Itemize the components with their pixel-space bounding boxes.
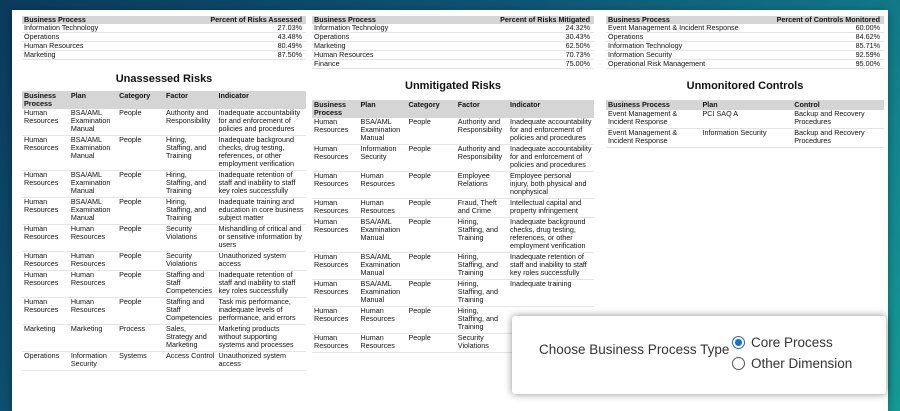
table-row: [22, 271, 306, 298]
table-row: [312, 33, 594, 42]
chooser-label: Choose Business Process Type: [539, 342, 730, 357]
table-cell: Operational Risk Management: [606, 60, 751, 69]
table-cell: People: [406, 199, 455, 218]
table-cell: People: [117, 225, 164, 252]
table-cell: Human Resources: [312, 118, 359, 145]
table-cell: Human Resources: [359, 307, 407, 334]
table-cell: People: [117, 136, 164, 171]
table-cell: Information Technology: [606, 42, 751, 51]
table-cell: Operations: [312, 33, 450, 42]
table-cell: People: [406, 307, 455, 334]
col-header-business-process: Business Process: [312, 16, 450, 24]
table-cell: Marketing: [22, 325, 69, 352]
table-cell: Human Resources: [22, 171, 69, 198]
table-cell: Human Resources: [69, 252, 117, 271]
unmonitored-controls-table: [606, 100, 884, 148]
table-cell: Hiring, Staffing, and Training: [164, 171, 217, 198]
table-cell: Inadequate training: [508, 280, 594, 307]
unmitigated-risks-title: Unmitigated Risks: [405, 80, 501, 92]
table-cell: 24.32%: [450, 24, 594, 33]
table-cell: 80.49%: [170, 42, 306, 51]
table-cell: Information Technology: [312, 24, 450, 33]
col-header-business-process: Business Process: [22, 16, 170, 24]
col-header-plan: Plan: [359, 100, 407, 118]
table-cell: Inadequate retention of staff and inability to staff key roles successfully: [217, 271, 306, 298]
table-cell: Human Resources: [22, 271, 69, 298]
table-cell: 87.50%: [170, 51, 306, 60]
table-cell: 85.71%: [751, 42, 884, 51]
col-header-business-process: Business Process: [22, 91, 69, 109]
table-cell: People: [117, 171, 164, 198]
table-cell: Human Resources: [69, 225, 117, 252]
table-row: [312, 118, 594, 145]
table-cell: Hiring, Staffing, and Training: [164, 136, 217, 171]
table-cell: 92.59%: [751, 51, 884, 60]
table-cell: Operations: [22, 33, 170, 42]
table-cell: BSA/AML Examination Manual: [359, 280, 407, 307]
controls-monitored-table: [606, 16, 884, 69]
table-cell: BSA/AML Examination Manual: [69, 198, 117, 225]
core-process-label[interactable]: Core Process: [751, 335, 833, 350]
risks-assessed-table: [22, 16, 306, 60]
table-cell: Sales, Strategy and Marketing: [164, 325, 217, 352]
table-row: [312, 145, 594, 172]
table-cell: People: [406, 118, 455, 145]
table-row: [606, 129, 884, 148]
table-row: [312, 218, 594, 253]
table-cell: Human Resources: [359, 334, 407, 353]
table-cell: BSA/AML Examination Manual: [359, 253, 407, 280]
col-header-indicator: Indicator: [217, 91, 306, 109]
table-row: [312, 172, 594, 199]
table-cell: Inadequate retention of staff and inability to staff key roles successfully: [217, 171, 306, 198]
table-cell: Human Resources: [22, 136, 69, 171]
table-cell: Fraud, Theft and Crime: [456, 199, 508, 218]
table-cell: Event Management & Incident Response: [606, 129, 701, 148]
table-cell: People: [117, 252, 164, 271]
col-header-percent-monitored: Percent of Controls Monitored: [751, 16, 884, 24]
core-process-option[interactable]: [732, 335, 833, 350]
table-cell: People: [117, 198, 164, 225]
table-row: [22, 298, 306, 325]
col-header-plan: Plan: [701, 100, 793, 110]
table-cell: Information Security: [359, 145, 407, 172]
table-cell: Intellectual capital and property infringement: [508, 199, 594, 218]
table-cell: Human Resources: [69, 298, 117, 325]
table-cell: Backup and Recovery Procedures: [792, 129, 884, 148]
table-row: [606, 60, 884, 69]
table-cell: Security Violations: [164, 252, 217, 271]
table-cell: Inadequate training and education in core business subject matter: [217, 198, 306, 225]
other-dimension-option[interactable]: [732, 356, 852, 371]
table-cell: People: [117, 298, 164, 325]
table-cell: Human Resources: [22, 252, 69, 271]
table-cell: People: [406, 172, 455, 199]
risks-mitigated-table: [312, 16, 594, 69]
table-cell: Human Resources: [22, 42, 170, 51]
table-row: [22, 252, 306, 271]
table-cell: Human Resources: [69, 271, 117, 298]
table-cell: Hiring, Staffing, and Training: [456, 280, 508, 307]
table-cell: Inadequate retention of staff and inability to staff key roles successfully: [508, 253, 594, 280]
col-header-business-process: Business Process: [606, 16, 751, 24]
table-cell: 60.00%: [751, 24, 884, 33]
unassessed-risks-table: [22, 91, 306, 371]
table-cell: Task mis performance, inadequate levels of performance, and errors: [217, 298, 306, 325]
table-row: [22, 225, 306, 252]
table-cell: Information Technology: [22, 24, 170, 33]
col-header-factor: Factor: [164, 91, 217, 109]
table-row: [22, 24, 306, 33]
table-cell: Unauthorized system access: [217, 252, 306, 271]
table-cell: Systems: [117, 352, 164, 371]
table-cell: Human Resources: [312, 145, 359, 172]
table-cell: Mishandling of critical and or sensitive information by users: [217, 225, 306, 252]
table-cell: Employee Relations: [456, 172, 508, 199]
table-cell: People: [406, 218, 455, 253]
table-row: [312, 253, 594, 280]
table-cell: Human Resources: [312, 172, 359, 199]
unmonitored-controls-title: Unmonitored Controls: [686, 80, 804, 92]
table-cell: Unauthorized system access: [217, 352, 306, 371]
table-cell: 75.00%: [450, 60, 594, 69]
core-process-radio[interactable]: [732, 336, 745, 349]
table-row: [22, 171, 306, 198]
table-cell: Security Violations: [164, 225, 217, 252]
col-header-business-process: Business Process: [606, 100, 701, 110]
table-cell: Access Control: [164, 352, 217, 371]
table-cell: BSA/AML Examination Manual: [359, 218, 407, 253]
col-header-business-process: Business Process: [312, 100, 359, 118]
table-cell: BSA/AML Examination Manual: [359, 118, 407, 145]
table-cell: Authority and Responsibility: [164, 109, 217, 136]
table-cell: Process: [117, 325, 164, 352]
col-header-category: Category: [406, 100, 455, 118]
table-cell: Employee personal injury, both physical and nonphysical: [508, 172, 594, 199]
col-header-plan: Plan: [69, 91, 117, 109]
table-cell: Backup and Recovery Procedures: [792, 110, 884, 129]
table-row: [22, 51, 306, 60]
table-cell: BSA/AML Examination Manual: [69, 171, 117, 198]
table-row: [22, 136, 306, 171]
table-row: [22, 325, 306, 352]
table-cell: Information Security: [69, 352, 117, 371]
business-process-type-chooser: [512, 316, 886, 394]
table-cell: Inadequate accountability for and enforcement of policies and procedures: [217, 109, 306, 136]
table-row: [312, 60, 594, 69]
assessed-column: [22, 16, 306, 371]
table-cell: 43.48%: [170, 33, 306, 42]
table-cell: People: [117, 109, 164, 136]
table-cell: Marketing: [69, 325, 117, 352]
table-cell: Marketing: [312, 42, 450, 51]
col-header-indicator: Indicator: [508, 100, 594, 118]
mitigated-column: [312, 16, 594, 353]
table-cell: Operations: [22, 352, 69, 371]
table-cell: Human Resources: [22, 109, 69, 136]
table-row: [22, 198, 306, 225]
table-cell: PCI SAQ A: [701, 110, 793, 129]
table-cell: Finance: [312, 60, 450, 69]
table-cell: Human Resources: [22, 198, 69, 225]
table-cell: Inadequate accountability for and enforcement of policies and procedures: [508, 145, 594, 172]
table-cell: 62.50%: [450, 42, 594, 51]
monitored-column: [606, 16, 884, 148]
table-row: [22, 352, 306, 371]
table-cell: Human Resources: [22, 225, 69, 252]
table-cell: Marketing: [22, 51, 170, 60]
table-row: [312, 24, 594, 33]
table-cell: 27.03%: [170, 24, 306, 33]
table-cell: BSA/AML Examination Manual: [69, 136, 117, 171]
col-header-percent-mitigated: Percent of Risks Mitigated: [450, 16, 594, 24]
table-cell: People: [406, 145, 455, 172]
table-cell: 70.73%: [450, 51, 594, 60]
table-cell: Staffing and Staff Competencies: [164, 298, 217, 325]
table-cell: 95.00%: [751, 60, 884, 69]
table-cell: Hiring, Staffing, and Training: [164, 198, 217, 225]
table-cell: People: [406, 280, 455, 307]
table-cell: Event Management & Incident Response: [606, 24, 751, 33]
table-cell: People: [117, 271, 164, 298]
col-header-control: Control: [792, 100, 884, 110]
table-cell: Human Resources: [312, 218, 359, 253]
table-cell: Information Security: [701, 129, 793, 148]
other-dimension-label[interactable]: Other Dimension: [751, 356, 853, 371]
table-row: [312, 199, 594, 218]
table-row: [312, 280, 594, 307]
table-row: [606, 24, 884, 33]
table-cell: Human Resources: [312, 51, 450, 60]
table-cell: Inadequate background checks, drug testing, references, or other employment verification: [217, 136, 306, 171]
col-header-factor: Factor: [456, 100, 508, 118]
table-cell: Human Resources: [22, 298, 69, 325]
table-cell: Security Violations: [456, 334, 508, 353]
table-cell: Hiring, Staffing, and Training: [456, 307, 508, 334]
table-cell: Human Resources: [312, 253, 359, 280]
table-cell: Staffing and Staff Competencies: [164, 271, 217, 298]
other-dimension-radio[interactable]: [732, 357, 745, 370]
table-cell: 30.43%: [450, 33, 594, 42]
table-cell: Human Resources: [312, 280, 359, 307]
table-cell: Hiring, Staffing, and Training: [456, 218, 508, 253]
table-cell: Authority and Responsibility: [456, 118, 508, 145]
table-cell: Inadequate accountability for and enforcement of policies and procedures: [508, 118, 594, 145]
table-cell: Human Resources: [359, 199, 407, 218]
table-row: [22, 109, 306, 136]
table-row: [22, 42, 306, 51]
table-cell: Authority and Responsibility: [456, 145, 508, 172]
table-cell: Event Management & Incident Response: [606, 110, 701, 129]
table-cell: People: [406, 253, 455, 280]
table-cell: Human Resources: [312, 334, 359, 353]
table-cell: Information Security: [606, 51, 751, 60]
table-cell: Operations: [606, 33, 751, 42]
table-cell: Human Resources: [312, 199, 359, 218]
col-header-category: Category: [117, 91, 164, 109]
table-cell: Human Resources: [312, 307, 359, 334]
table-row: [312, 51, 594, 60]
table-cell: Human Resources: [359, 172, 407, 199]
table-cell: Marketing products without supporting systems and processes: [217, 325, 306, 352]
table-cell: 84.62%: [751, 33, 884, 42]
table-cell: Hiring, Staffing, and Training: [456, 253, 508, 280]
unassessed-risks-title: Unassessed Risks: [115, 73, 213, 85]
table-cell: BSA/AML Examination Manual: [69, 109, 117, 136]
col-header-percent-assessed: Percent of Risks Assessed: [170, 16, 306, 24]
table-cell: People: [406, 334, 455, 353]
table-row: [606, 110, 884, 129]
table-cell: Inadequate background checks, drug testing, references, or other employment verification: [508, 218, 594, 253]
